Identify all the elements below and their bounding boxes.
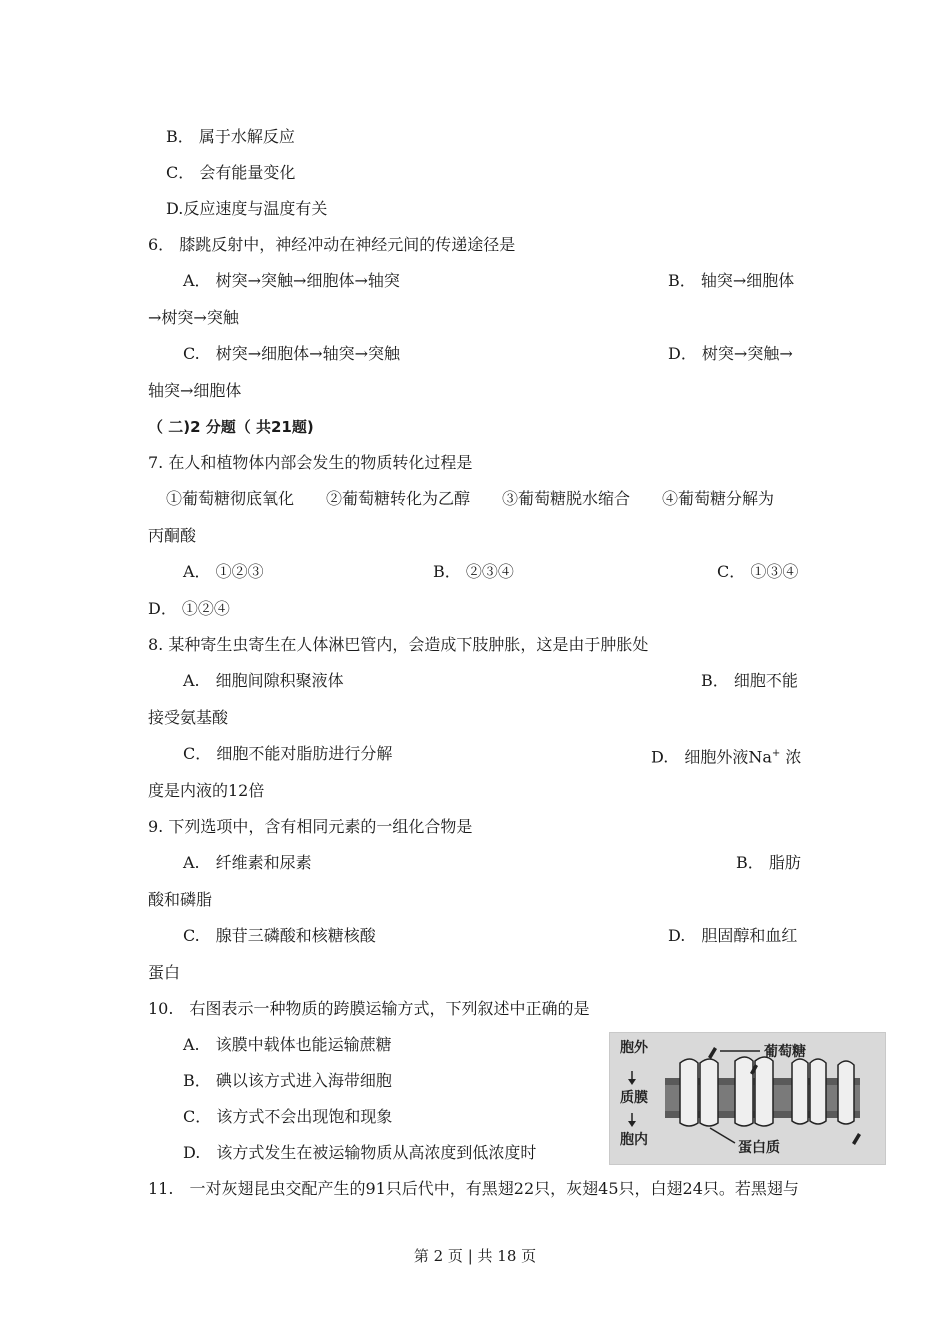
q10-option-b: B． 碘以该方式进入海带细胞 [183, 1071, 392, 1090]
q9-option-a: A. 纤维素和尿素 [183, 853, 312, 872]
q7-option-b: B． ②③④ [433, 562, 514, 581]
q8-option-b: B． 细胞不能 [701, 671, 798, 690]
q7-option-d: D． ①②④ [148, 599, 230, 618]
carrier-protein-shape [810, 1059, 826, 1124]
carrier-protein-shape [755, 1057, 773, 1126]
q6-option-c: C. 树突→细胞体→轴突→突触 [183, 344, 400, 363]
q8-option-b-continued: 接受氨基酸 [148, 708, 229, 727]
q8-option-d-continued: 度是内液的12倍 [148, 781, 265, 800]
label-membrane: 质膜 [620, 1090, 648, 1106]
q9-option-c: C. 腺苷三磷酸和核糖核酸 [183, 926, 376, 945]
carrier-protein-shape [700, 1059, 718, 1126]
q9-option-d-continued: 蛋白 [148, 963, 181, 982]
carrier-protein-shape [792, 1059, 808, 1124]
q6-option-b-continued: →树突→突触 [148, 308, 239, 327]
q5-option-b: B． 属于水解反应 [166, 127, 295, 146]
page-footer: 第 2 页 | 共 18 页 [413, 1247, 537, 1265]
q10-option-d: D. 该方式发生在被运输物质从高浓度到低浓度时 [183, 1143, 537, 1162]
arrow-down-icon [628, 1079, 636, 1085]
q8-stem: 8. 某种寄生虫寄生在人体淋巴管内，会造成下肢肿胀，这是由于肿胀处 [148, 635, 649, 654]
q6-option-d: D． 树突→突触→ [668, 344, 793, 363]
label-glucose: 葡萄糖 [764, 1044, 806, 1060]
carrier-protein-shape [680, 1059, 698, 1126]
label-protein: 蛋白质 [738, 1140, 780, 1156]
q9-option-b: B． 脂肪 [736, 853, 801, 872]
q10-stem: 10. 右图表示一种物质的跨膜运输方式，下列叙述中正确的是 [148, 999, 590, 1018]
q9-option-b-continued: 酸和磷脂 [148, 890, 213, 909]
q9-stem: 9. 下列选项中，含有相同元素的一组化合物是 [148, 817, 473, 836]
q8-option-c: C． 细胞不能对脂肪进行分解 [183, 744, 393, 763]
q6-option-d-continued: 轴突→细胞体 [148, 381, 242, 400]
carrier-protein-shape [735, 1057, 753, 1126]
glucose-molecule [852, 1133, 861, 1145]
q6-option-a: A． 树突→突触→细胞体→轴突 [183, 271, 400, 290]
q7-items-continued: 丙酮酸 [148, 526, 197, 545]
q7-items: ①葡萄糖彻底氧化 ②葡萄糖转化为乙醇 ③葡萄糖脱水缩合 ④葡萄糖分解为 [166, 489, 775, 508]
q8-option-d-text: D. 细胞外液Na [651, 747, 772, 767]
q6-stem: 6． 膝跳反射中，神经冲动在神经元间的传递途径是 [148, 235, 516, 254]
glucose-molecule [708, 1047, 717, 1059]
arrow-down-icon [628, 1121, 636, 1127]
sodium-charge: + [771, 748, 781, 759]
q5-option-d: D.反应速度与温度有关 [166, 199, 328, 218]
q6-option-b: B． 轴突→细胞体 [668, 271, 795, 290]
q7-option-a: A． ①②③ [183, 562, 264, 581]
q10-option-a: A. 该膜中载体也能运输蔗糖 [183, 1035, 392, 1054]
q10-option-c: C． 该方式不会出现饱和现象 [183, 1107, 393, 1126]
q8-option-a: A. 细胞间隙积聚液体 [183, 671, 344, 690]
label-inside: 胞内 [620, 1132, 648, 1148]
q7-option-c: C． ①③④ [717, 562, 799, 581]
section-header: （ 二)2 分题（ 共21题) [148, 418, 314, 436]
q7-stem: 7. 在人和植物体内部会发生的物质转化过程是 [148, 453, 473, 472]
q9-option-d: D. 胆固醇和血红 [668, 926, 798, 945]
q8-option-d-tail: 浓 [780, 747, 802, 767]
q5-option-c: C． 会有能量变化 [166, 163, 296, 182]
label-outside: 胞外 [620, 1040, 648, 1056]
q11-stem: 11. 一对灰翅昆虫交配产生的91只后代中，有黑翅22只，灰翅45只，白翅24只。若黑翅与 [148, 1179, 799, 1198]
q8-option-d [651, 743, 801, 768]
membrane-transport-figure [609, 1032, 886, 1165]
carrier-protein-shape [838, 1061, 854, 1124]
protein-pointer [710, 1128, 735, 1143]
